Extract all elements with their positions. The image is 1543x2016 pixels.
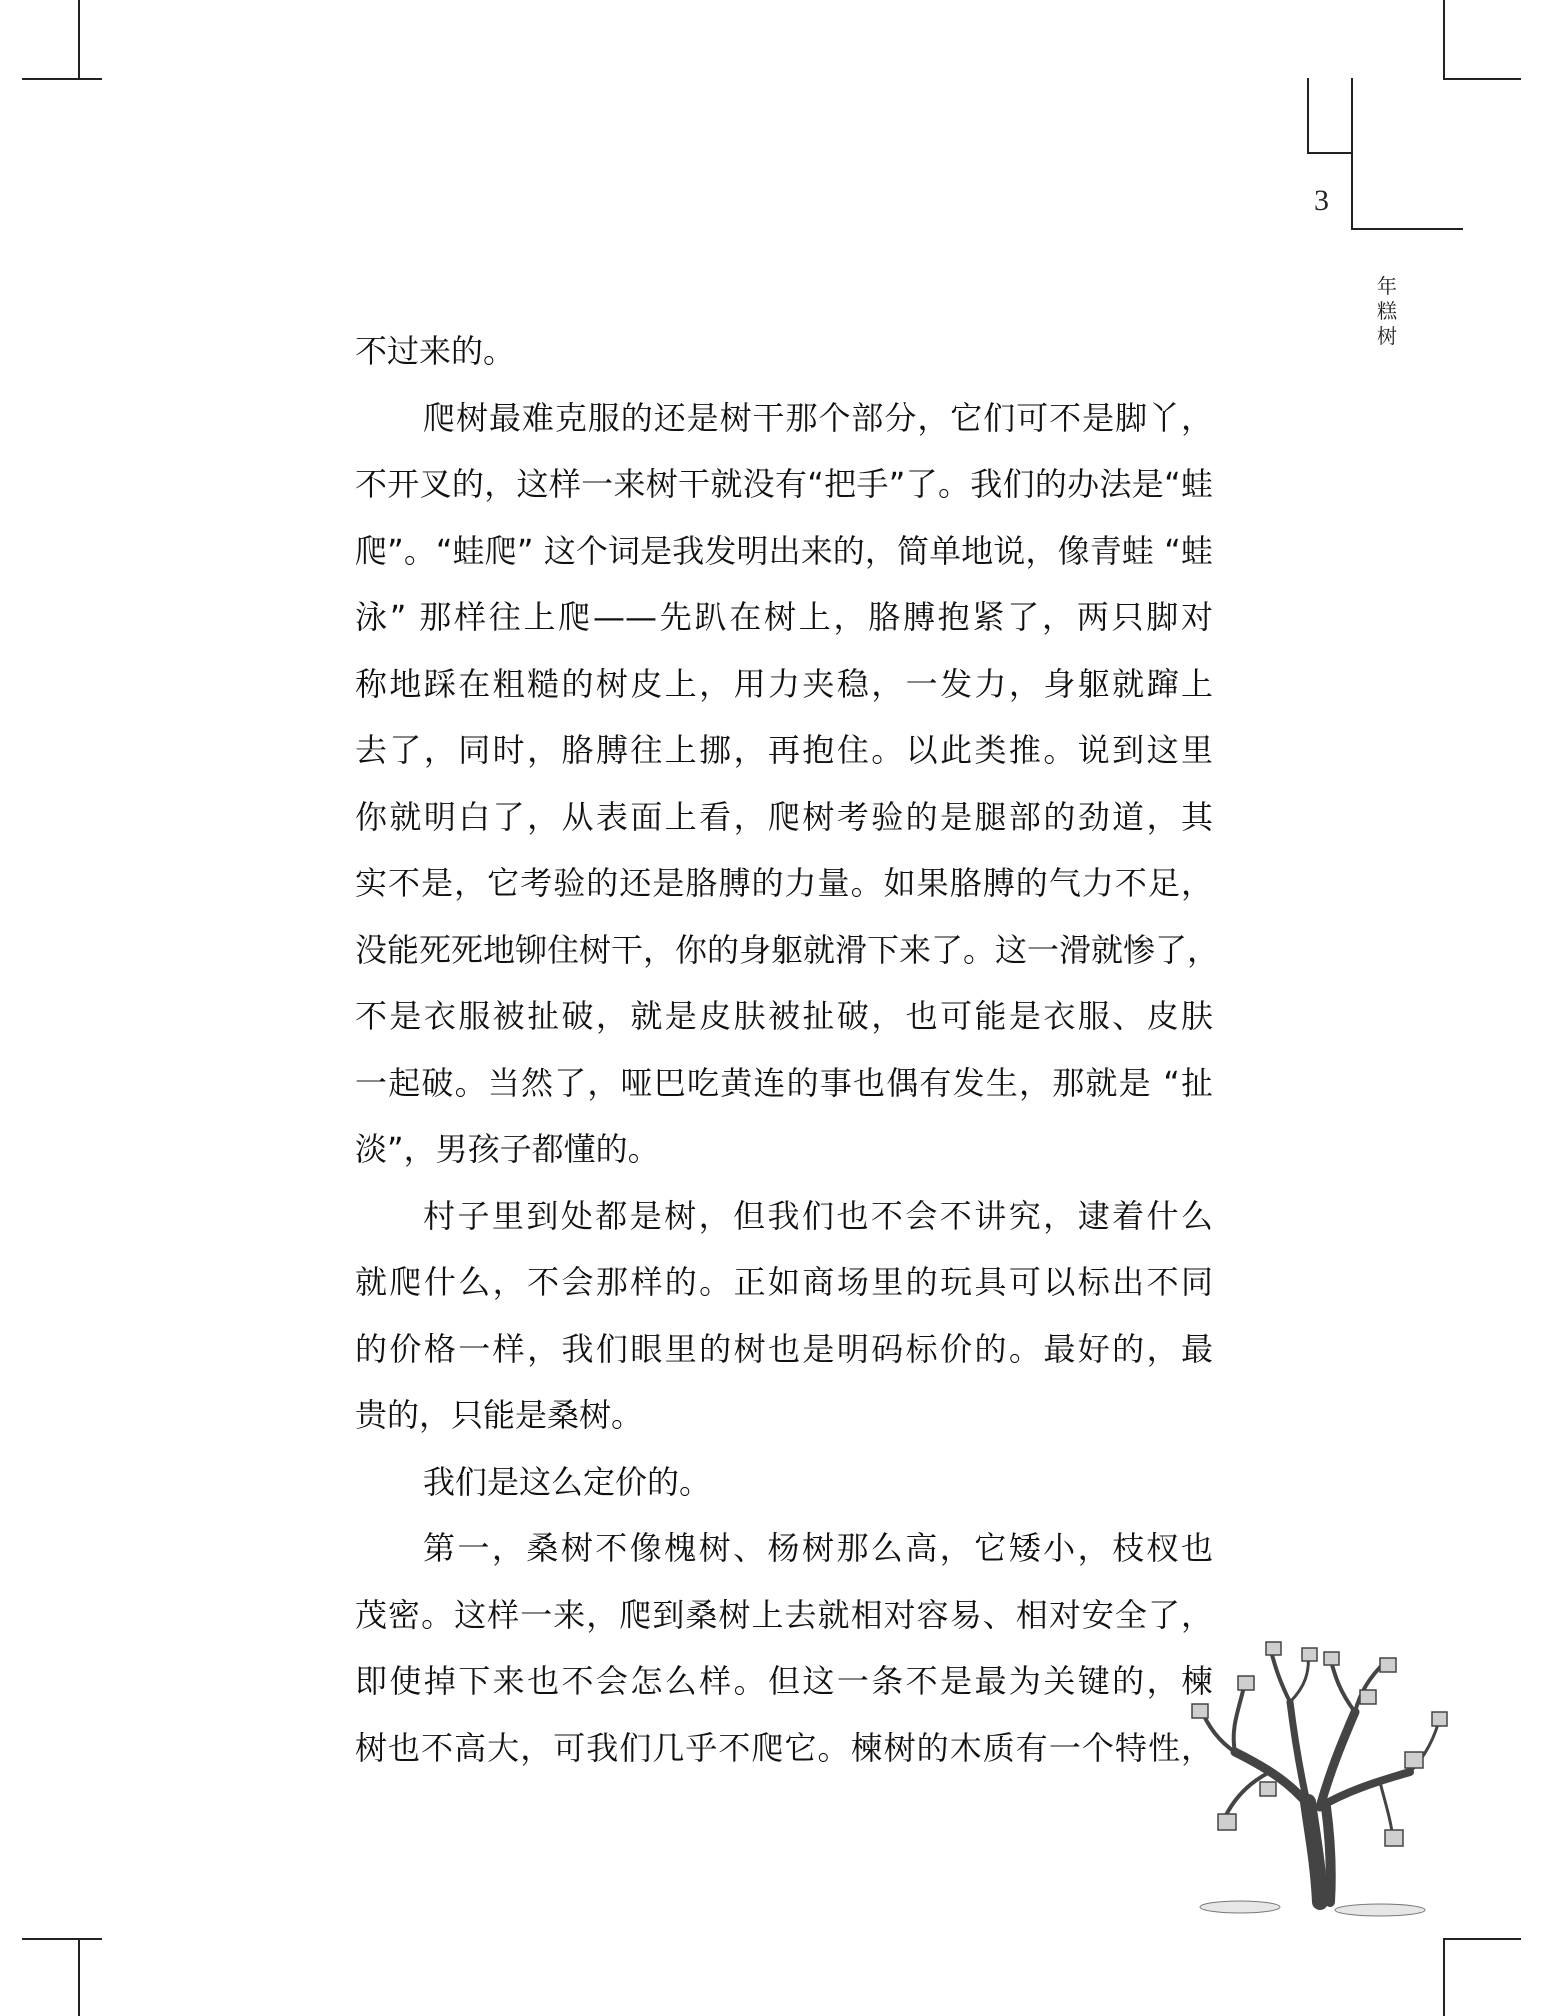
crop-mark-bottom-right-h — [1443, 1938, 1521, 1940]
text-line: 的价格一样，我们眼里的树也是明码标价的。最好的，最 — [355, 1329, 1213, 1368]
text-line: 去了，同时，胳膊往上挪，再抱住。以此类推。说到这里 — [355, 731, 1213, 769]
text-line: 一起破。当然了，哑巴吃黄连的事也偶有发生，那就是 “扯 — [355, 1063, 1213, 1102]
text-line: 爬”。“蛙爬” 这个词是我发明出来的，简单地说，像青蛙 “蛙 — [355, 531, 1213, 570]
text-line: 茂密。这样一来，爬到桑树上去就相对容易、相对安全了， — [355, 1595, 1213, 1634]
text-line: 称地踩在粗糙的树皮上，用力夹稳，一发力，身躯就蹿上 — [355, 664, 1213, 703]
text-line: 爬树最难克服的还是树干那个部分，它们可不是脚丫， — [423, 398, 1213, 437]
running-title-char: 树 — [1377, 324, 1397, 348]
text-line: 就爬什么，不会那样的。正如商场里的玩具可以标出不同 — [355, 1263, 1213, 1301]
crop-mark-bottom-left-h — [22, 1938, 102, 1940]
page-number: 3 — [1314, 184, 1329, 217]
text-line: 不过来的。 — [355, 332, 516, 370]
trim-mark-h — [1307, 152, 1351, 154]
text-line: 你就明白了，从表面上看，爬树考验的是腿部的劲道，其 — [355, 797, 1213, 836]
text-line: 泳” 那样往上爬——先趴在树上，胳膊抱紧了，两只脚对 — [355, 598, 1213, 636]
text-line: 没能死死地铆住树干，你的身躯就滑下来了。这一滑就惨了， — [355, 930, 1220, 969]
trim-mark-h2 — [1351, 228, 1463, 230]
tree-illustration — [1180, 1632, 1450, 1922]
text-line: 贵的，只能是桑树。 — [355, 1396, 644, 1434]
body-text — [355, 318, 1220, 1781]
running-title-char: 年 — [1377, 274, 1397, 298]
running-title — [1372, 274, 1402, 349]
text-line: 村子里到处都是树，但我们也不会不讲究，逮着什么 — [423, 1196, 1213, 1235]
text-line: 实不是，它考验的还是胳膊的力量。如果胳膊的气力不足， — [355, 864, 1213, 902]
crop-mark-bottom-right-v — [1443, 1938, 1445, 2016]
text-line: 树也不高大，可我们几乎不爬它。楝树的木质有一个特性， — [355, 1728, 1213, 1767]
running-title-char: 糕 — [1377, 299, 1397, 323]
crop-mark-top-left-h — [22, 78, 102, 80]
crop-mark-top-right-v — [1443, 0, 1445, 78]
text-line: 即使掉下来也不会怎么样。但这一条不是最为关键的，楝 — [355, 1662, 1213, 1700]
text-line: 不开叉的，这样一来树干就没有“把手”了。我们的办法是“蛙 — [355, 465, 1213, 503]
crop-mark-top-left-v — [78, 0, 80, 78]
text-line: 不是衣服被扯破，就是皮肤被扯破，也可能是衣服、皮肤 — [355, 997, 1213, 1035]
text-line: 淡”，男孩子都懂的。 — [355, 1130, 660, 1168]
crop-mark-bottom-left-v — [78, 1938, 80, 2016]
crop-mark-top-right-h — [1443, 78, 1521, 80]
text-line: 我们是这么定价的。 — [423, 1462, 712, 1501]
text-line: 第一，桑树不像槐树、杨树那么高，它矮小，枝杈也 — [423, 1529, 1213, 1567]
trim-mark-v2 — [1351, 78, 1353, 230]
trim-mark-v — [1307, 78, 1309, 152]
